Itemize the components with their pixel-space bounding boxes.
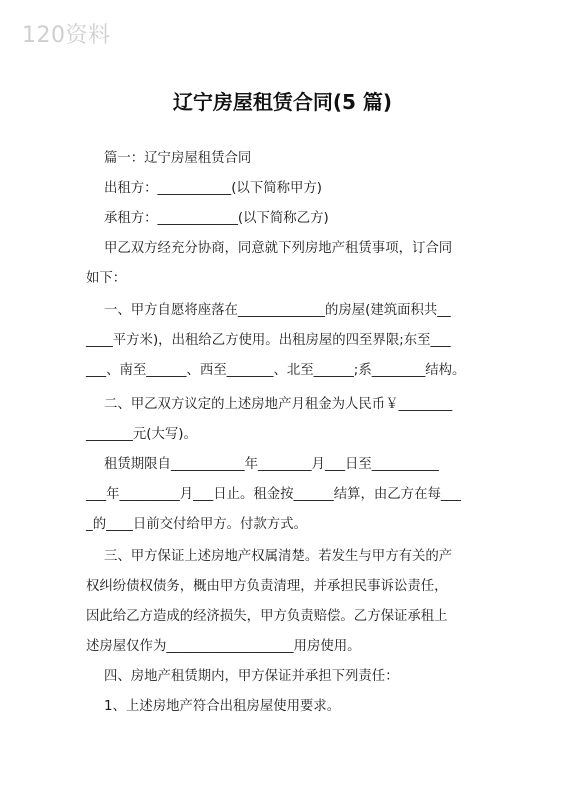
paragraph-line: 租赁期限自___________年________月___日至__________ bbox=[104, 457, 439, 472]
paragraph-line: _______元(大写)。 bbox=[86, 427, 197, 442]
paragraph-line: _的____日前交付给甲方。付款方式。 bbox=[86, 517, 307, 532]
paragraph-line: ___、南至______、西至_______、北至______;系________结构。 bbox=[86, 363, 466, 378]
paragraph-line: 二、甲乙双方议定的上述房地产月租金为人民币￥________ bbox=[104, 397, 453, 412]
paragraph-line: 权纠纷债权债务，概由甲方负责清理，并承担民事诉讼责任， bbox=[86, 579, 448, 594]
lessee-line: 承租方：____________(以下简称乙方) bbox=[104, 211, 329, 226]
paragraph-line: 三、甲方保证上述房地产权属清楚。若发生与甲方有关的产 bbox=[104, 549, 453, 564]
paragraph-line: 四、房地产租赁期内，甲方保证并承担下列责任： bbox=[104, 669, 399, 684]
paragraph-line: 因此给乙方造成的经济损失，甲方负责赔偿。乙方保证承租上 bbox=[86, 609, 448, 624]
paragraph-line: 如下： bbox=[86, 271, 127, 286]
paragraph-line: 甲乙双方经充分协商，同意就下列房地产租赁事项，订合同 bbox=[104, 241, 453, 256]
paragraph-line: 一、甲方自愿将座落在_____________的房屋(建筑面积共__ bbox=[104, 303, 451, 318]
paragraph-line: 述房屋仅作为___________________用房使用。 bbox=[86, 639, 361, 654]
document-title: 辽宁房屋租赁合同(5 篇) bbox=[172, 90, 393, 114]
watermark: 120资料 bbox=[22, 23, 111, 48]
paragraph-line: ____平方米)，出租给乙方使用。出租房屋的四至界限;东至___ bbox=[86, 333, 451, 348]
lessor-line: 出租方：___________(以下简称甲方) bbox=[104, 181, 323, 196]
paragraph-line: ___年_________月___日止。租金按______结算，由乙方在每___ bbox=[86, 487, 461, 502]
paragraph-line: 1、上述房地产符合出租房屋使用要求。 bbox=[104, 699, 341, 714]
section-heading: 篇一：辽宁房屋租赁合同 bbox=[104, 151, 252, 166]
